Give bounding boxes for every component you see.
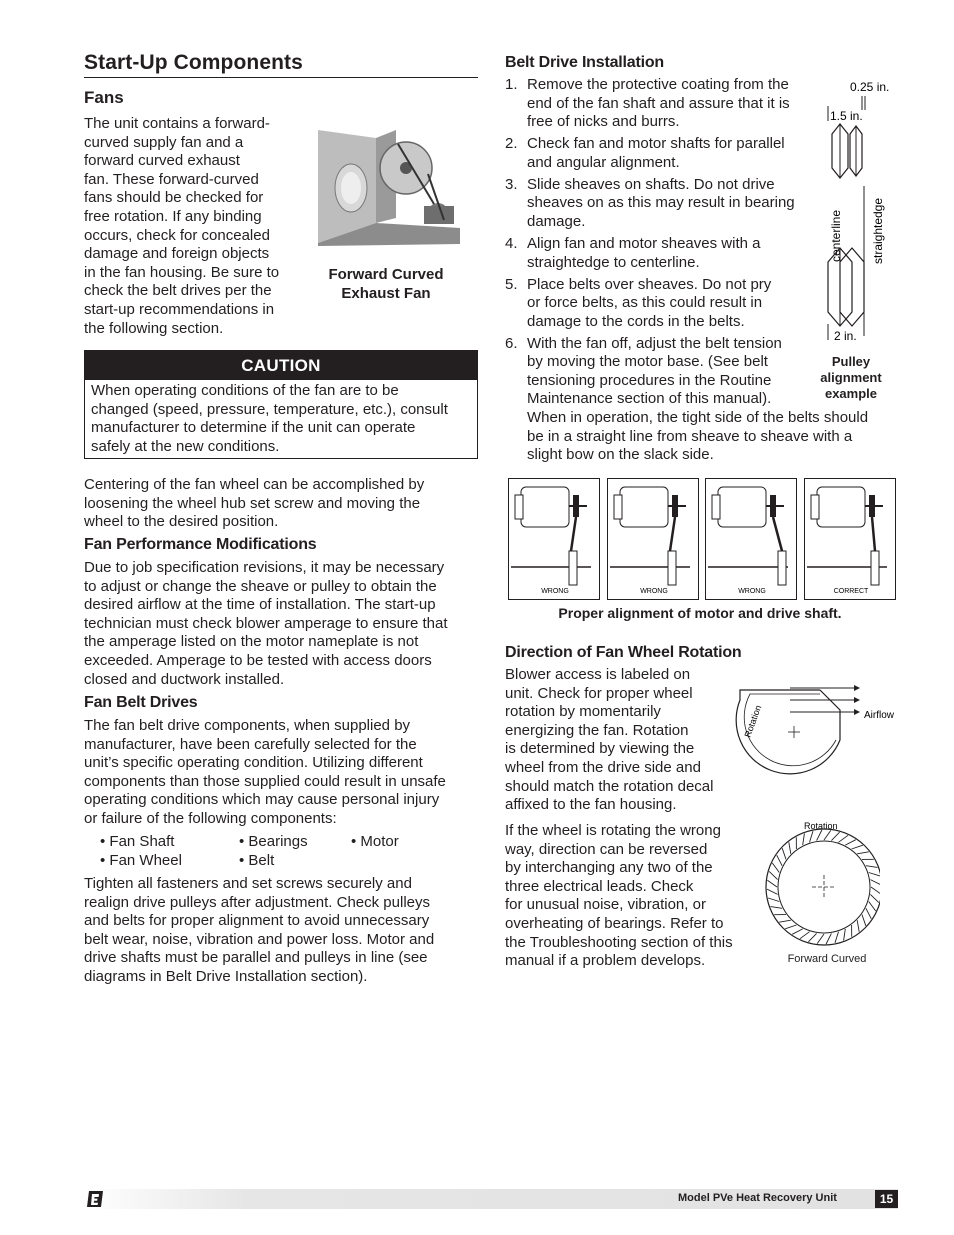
page-number: 15 — [875, 1190, 898, 1208]
page-title: Start-Up Components — [84, 51, 303, 74]
text-line: damage and foreign objects — [84, 245, 270, 263]
step-line: end of the fan shaft and assure that it is — [527, 94, 790, 112]
text-line: closed and ductwork installed. — [84, 670, 285, 688]
text-line: manufacturer, have been carefully selected for the — [84, 735, 417, 753]
alignment-panel — [607, 478, 699, 600]
alignment-panels — [508, 478, 894, 600]
motor-endcap — [614, 495, 622, 519]
wheel-blade — [844, 929, 846, 941]
text-line: in the fan housing. Be sure to — [84, 263, 280, 281]
pulley-caption-line: example — [824, 386, 878, 401]
fan-belt-paragraph — [84, 717, 484, 829]
wheel-blade — [808, 933, 816, 941]
fan-sheave — [778, 551, 786, 585]
step-line: be in a straight line from sheave to sheave with a — [527, 427, 853, 445]
step-line: When in operation, the tight side of the belts should — [527, 409, 869, 427]
text-line: belt wear, noise, vibration and power loss. Motor and — [84, 930, 435, 948]
wheel-blade — [870, 894, 878, 902]
wheel-blade — [779, 920, 791, 922]
centering-paragraph — [84, 476, 484, 532]
fans-paragraph — [84, 115, 299, 338]
wheel-blade — [817, 830, 822, 841]
wheel-blade — [771, 907, 783, 909]
wheel-blade — [835, 932, 839, 943]
wheel-blade — [767, 889, 778, 894]
alignment-panel — [705, 478, 797, 600]
text-line: affixed to the fan housing. — [505, 796, 677, 814]
motor-body — [620, 487, 668, 527]
text-line: unit’s specific operating condition. Utilizing different — [84, 754, 423, 772]
text-line: and belts for proper alignment to avoid unnecessary — [84, 912, 430, 930]
belt-drive-installation-heading: Belt Drive Installation — [505, 54, 664, 71]
caution-label: CAUTION — [85, 351, 477, 380]
list-item: • Motor — [351, 833, 399, 850]
fan-caption-line2: Exhaust Fan — [341, 285, 431, 302]
text-line: overheating of bearings. Refer to — [505, 914, 724, 932]
step-line: Place belts over sheaves. Do not pry — [527, 275, 772, 293]
text-line: wheel to the desired position. — [84, 513, 279, 531]
step-line: With the fan off, adjust the belt tension — [527, 334, 782, 352]
text-line: is determined by viewing the — [505, 740, 695, 758]
step-line: tensioning procedures in the Routine — [527, 371, 772, 389]
step-line: straightedge to centerline. — [527, 253, 700, 271]
text-line: free rotation. If any binding — [84, 207, 262, 225]
drive-belt — [872, 517, 875, 551]
text-line: If the wheel is rotating the wrong — [505, 822, 721, 839]
motor-endcap — [811, 495, 819, 519]
text-line: rotation by momentarily — [505, 703, 661, 721]
step-number: 3. — [505, 175, 518, 193]
wheel-blade — [800, 932, 810, 939]
fan-photo-caption — [316, 265, 456, 303]
fan-performance-paragraph — [84, 559, 484, 689]
wheel-blade — [870, 880, 880, 885]
caution-text — [85, 380, 477, 456]
fan-belt-drives-heading: Fan Belt Drives — [84, 694, 198, 711]
motor-endcap — [515, 495, 523, 519]
rotation-heading: Direction of Fan Wheel Rotation — [505, 644, 742, 661]
fan-housing-rotation-diagram — [730, 680, 900, 792]
motor-body — [521, 487, 569, 527]
company-logo-icon — [86, 1190, 104, 1208]
wheel-blade — [768, 898, 779, 902]
text-line: Centering of the fan wheel can be accomplished by — [84, 476, 425, 493]
wheel-blade — [803, 834, 805, 846]
text-line: Tighten all fasteners and set screws securely and — [84, 875, 412, 892]
text-line: forward curved exhaust — [84, 152, 240, 170]
text-line: fan. These forward-curved — [84, 170, 259, 188]
alignment-panel-label: WRONG — [541, 588, 569, 595]
text-line: check the belt drives per the — [84, 282, 272, 300]
motor-body — [817, 487, 865, 527]
footer-model-label: Model PVe Heat Recovery Unit — [678, 1192, 837, 1204]
wheel-blade — [785, 925, 796, 929]
text-line: the amperage listed on the motor nameplate is not — [84, 633, 419, 651]
text-line: the Troubleshooting section of this — [505, 933, 733, 951]
step-line: or force belts, as this could result in — [527, 294, 763, 312]
wheel-blade — [777, 855, 782, 866]
step-line: Maintenance section of this manual). — [527, 390, 772, 408]
text-line: realign drive pulleys after adjustment. Check pulleys — [84, 893, 431, 911]
dim-bottom-label: 2 in. — [834, 329, 857, 343]
centerline-label: centerline — [829, 209, 843, 263]
drive-belt — [773, 517, 782, 551]
wheel-blade — [857, 852, 869, 854]
text-line: changed (speed, pressure, temperature, etc.), consult — [91, 400, 448, 418]
text-line: safely at the new conditions. — [91, 437, 280, 455]
text-line: start-up recommendations in — [84, 300, 275, 318]
wheel-blade — [857, 920, 859, 932]
text-line: Blower access is labeled on — [505, 666, 691, 683]
text-line: manual if a problem develops. — [505, 952, 706, 970]
rotation-label-1: Rotation — [742, 703, 764, 739]
pulley-alignment-diagram — [818, 76, 898, 346]
text-line: the following section. — [84, 319, 224, 337]
forward-curved-wheel-diagram — [760, 815, 880, 965]
text-line: components than those supplied could result in unsafe — [84, 772, 446, 790]
text-line: Due to job specification revisions, it may be necessary — [84, 559, 445, 576]
list-item: • Fan Shaft — [100, 833, 175, 850]
wheel-blade — [869, 902, 876, 912]
text-line: exceeded. Amperage to be tested with access doors — [84, 651, 432, 669]
step-line: Remove the protective coating from the — [527, 76, 789, 93]
wheel-blade — [772, 863, 779, 873]
rotation-label-2: Rotation — [804, 821, 838, 831]
rotation-paragraph-2 — [505, 822, 755, 971]
text-line: by interchanging any two of the — [505, 859, 713, 877]
wheel-blade — [866, 866, 878, 868]
wheel-blade — [769, 871, 777, 879]
wheel-blade — [817, 934, 824, 944]
step-number: 2. — [505, 135, 518, 153]
forward-curved-exhaust-fan-photo — [316, 128, 460, 246]
wheel-blade — [862, 915, 866, 926]
fan-sheave — [871, 551, 879, 585]
drive-belt — [670, 517, 675, 551]
wheel-blade — [831, 832, 839, 840]
alignment-caption: Proper alignment of motor and drive shaft. — [558, 605, 842, 621]
wheel-blade — [845, 840, 856, 845]
wheel-blade — [826, 933, 831, 944]
step-line: damage to the cords in the belts. — [527, 312, 745, 330]
alignment-panel — [804, 478, 896, 600]
dim-top-small-label: 0.25 in. — [850, 80, 890, 94]
wheel-blade — [789, 842, 791, 854]
step-number: 1. — [505, 76, 518, 93]
text-line: diagrams in Belt Drive Installation section). — [84, 967, 368, 985]
alignment-panel-label: CORRECT — [833, 588, 868, 595]
pulley-caption-line: Pulley — [831, 354, 871, 369]
wheel-blade — [869, 873, 880, 877]
step-line: free of nicks and burrs. — [527, 113, 680, 131]
text-line: to adjust or change the sheave or pulley to obtain the — [84, 577, 437, 595]
text-line: energizing the fan. Rotation — [505, 721, 689, 739]
wheel-blade — [782, 848, 786, 859]
pulley-diagram-caption — [808, 354, 894, 402]
alignment-panel-label: WRONG — [639, 588, 668, 595]
fan-caption-line1: Forward Curved — [328, 266, 444, 283]
text-line: for unusual noise, vibration, or — [505, 896, 706, 914]
forward-curved-caption: Forward Curved — [787, 953, 867, 965]
step-number: 6. — [505, 334, 518, 352]
text-line: technician must check blower amperage to ensure that — [84, 614, 448, 632]
wheel-blade — [824, 830, 831, 840]
fans-heading: Fans — [84, 88, 124, 107]
list-item: • Belt — [239, 852, 275, 869]
list-item: • Fan Wheel — [100, 852, 182, 869]
pulley-caption-line: alignment — [820, 370, 882, 385]
step-line: Align fan and motor sheaves with a — [527, 234, 761, 252]
wheel-blade — [810, 831, 814, 842]
text-line: occurs, check for concealed — [84, 226, 270, 244]
text-line: operating conditions which may cause personal injury — [84, 791, 440, 809]
fan-sheave — [569, 551, 577, 585]
step-number: 4. — [505, 234, 518, 252]
text-line: manufacturer to determine if the unit can operate — [91, 419, 416, 437]
text-line: or failure of the following components: — [84, 809, 337, 827]
text-line: should match the rotation decal — [505, 777, 714, 795]
motor-endcap — [712, 495, 720, 519]
wheel-blade — [852, 845, 863, 849]
wheel-blade — [839, 835, 849, 842]
rotation-paragraph-1 — [505, 666, 740, 815]
fan-sheave — [668, 551, 676, 585]
motor-body — [718, 487, 766, 527]
step-line: slight bow on the slack side. — [527, 446, 714, 464]
alignment-panel-label: WRONG — [738, 588, 766, 595]
step-line: damage. — [527, 212, 586, 230]
text-line: unit. Check for proper wheel — [505, 684, 693, 702]
step-line: Check fan and motor shafts for parallel — [527, 135, 785, 153]
text-line: wheel from the drive side and — [505, 758, 701, 776]
text-line: way, direction can be reversed — [505, 840, 708, 858]
wheel-blade — [792, 929, 803, 934]
wheel-blade — [871, 887, 880, 894]
text-line: desired airflow at the time of installation. The start-up — [84, 596, 436, 614]
text-line: loosening the wheel hub set screw and moving the — [84, 494, 421, 512]
title-divider — [84, 77, 478, 78]
step-line: by moving the motor base. (See belt — [527, 353, 768, 371]
step-line: Slide sheaves on shafts. Do not drive — [527, 175, 775, 193]
step-line: and angular alignment. — [527, 153, 680, 171]
text-line: three electrical leads. Check — [505, 877, 694, 895]
wheel-blade — [866, 908, 871, 919]
step-line: sheaves on as this may result in bearing — [527, 194, 795, 212]
drive-belt — [571, 517, 576, 551]
text-line: curved supply fan and a — [84, 133, 244, 151]
airflow-label: Airflow — [864, 710, 895, 721]
fan-performance-heading: Fan Performance Modifications — [84, 536, 317, 553]
text-line: drive shafts must be parallel and pulleys in line (see — [84, 949, 428, 967]
straightedge-label: straightedge — [871, 197, 885, 265]
text-line: fans should be checked for — [84, 189, 264, 207]
text-line: The fan belt drive components, when supplied by — [84, 717, 411, 734]
step-number: 5. — [505, 275, 518, 293]
alignment-panel — [508, 478, 600, 600]
text-line: The unit contains a forward- — [84, 115, 270, 132]
caution-box — [84, 350, 478, 459]
wheel-blade — [767, 880, 777, 887]
fan-belt-after-paragraph — [84, 875, 484, 987]
dim-top-label: 1.5 in. — [830, 109, 863, 123]
text-line: When operating conditions of the fan are to be — [91, 382, 399, 399]
list-item: • Bearings — [239, 833, 308, 850]
